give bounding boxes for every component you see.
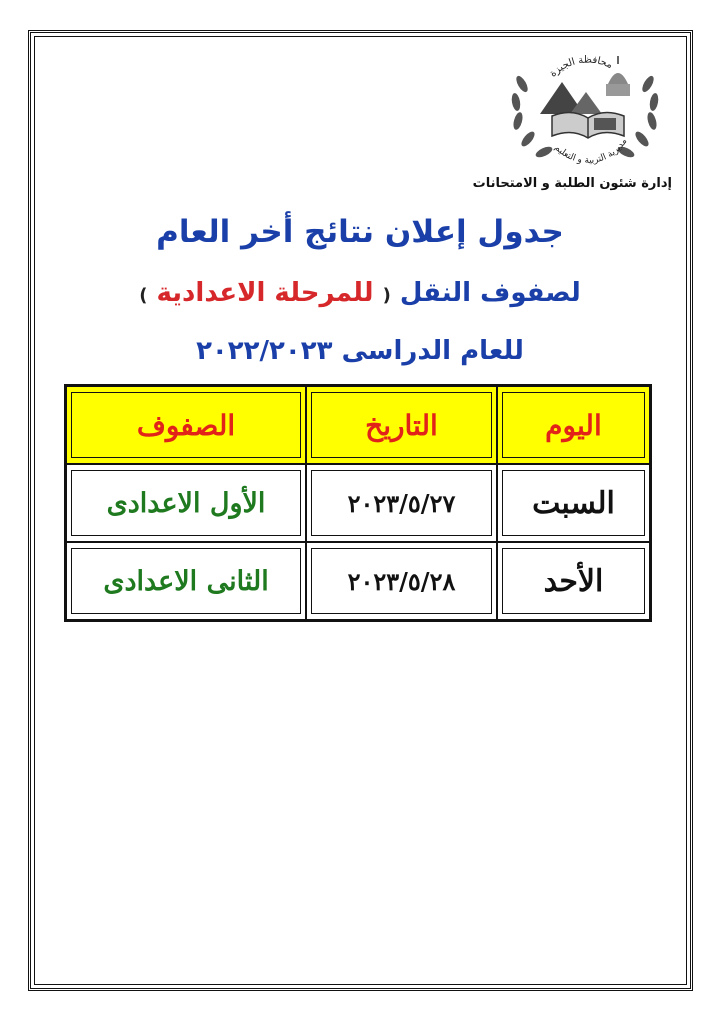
row-day: السبت	[532, 485, 615, 521]
day-cell	[497, 542, 651, 621]
header-day: اليوم	[545, 408, 602, 442]
announcement-subtitle	[0, 278, 720, 308]
svg-text:مديرية التربية و التعليم: مديرية التربية و التعليم	[552, 136, 630, 166]
header-grades: الصفوف	[136, 408, 236, 442]
header-date: التاريخ	[365, 408, 438, 442]
date-cell	[306, 464, 497, 542]
header-grades-cell	[66, 386, 307, 465]
day-cell	[497, 464, 651, 542]
date-cell	[306, 542, 497, 621]
header-day-cell	[497, 386, 651, 465]
table-row	[66, 464, 651, 542]
svg-text:محافظة الجيزة: محافظة الجيزة	[547, 54, 615, 80]
header-date-cell	[306, 386, 497, 465]
academic-year: للعام الدراسى ٢٠٢٢/٢٠٢٣	[196, 336, 524, 366]
row-grade: الأول الاعدادى	[106, 487, 266, 519]
row-date: ٢٠٢٣/٥/٢٧	[347, 488, 456, 518]
grade-cell	[66, 542, 307, 621]
table-row	[66, 542, 651, 621]
grade-cell	[66, 464, 307, 542]
subtitle-highlight: للمرحلة الاعدادية	[156, 278, 374, 308]
governorate-logo	[500, 44, 670, 174]
row-day: الأحد	[543, 563, 604, 599]
subtitle-close-paren: )	[139, 285, 148, 306]
subtitle-open-paren: (	[382, 285, 391, 306]
row-date: ٢٠٢٣/٥/٢٨	[347, 566, 456, 596]
subtitle-prefix: لصفوف النقل	[399, 278, 581, 308]
row-grade: الثانى الاعدادى	[103, 565, 269, 597]
announcement-title: جدول إعلان نتائج أخر العام	[156, 214, 564, 250]
table-header-row	[66, 386, 651, 465]
results-schedule-table	[64, 384, 652, 622]
department-name: إدارة شئون الطلبة و الامتحانات	[472, 176, 672, 191]
